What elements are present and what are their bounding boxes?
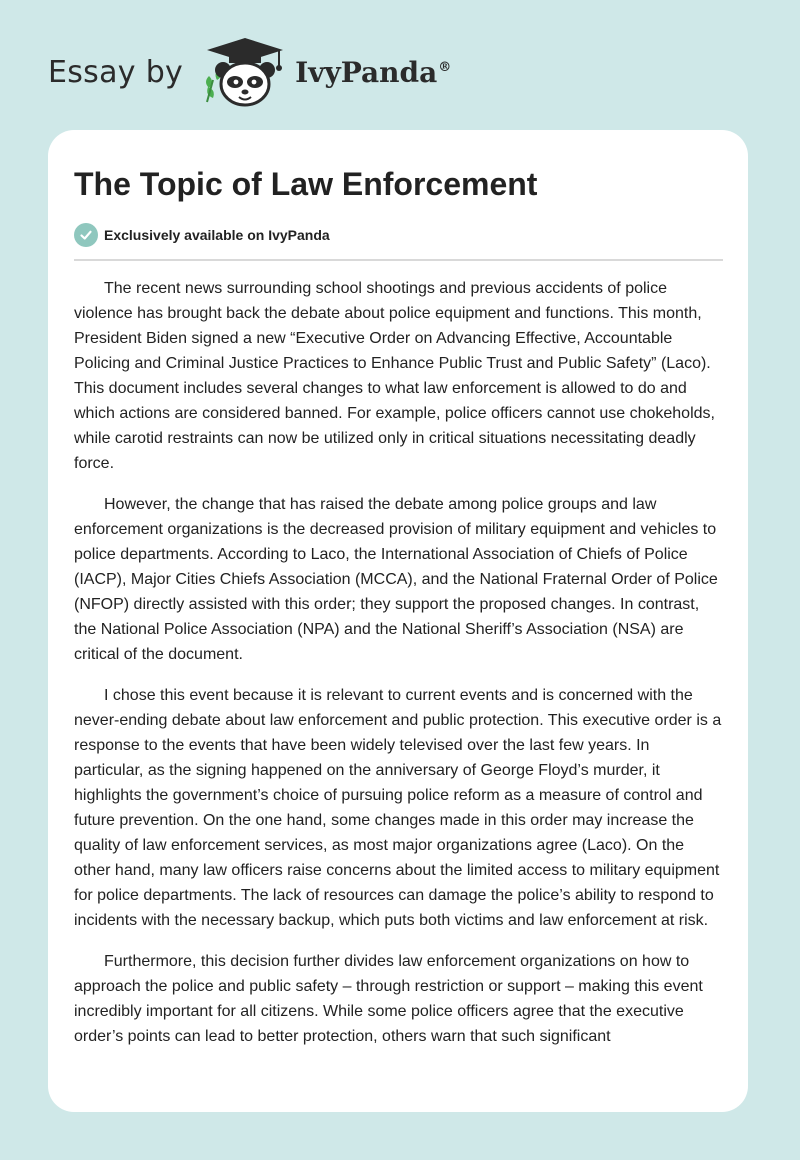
site-header-brand[interactable] [48, 36, 451, 108]
exclusive-badge [74, 222, 723, 248]
exclusive-badge-label: Exclusively available on IvyPanda [104, 227, 330, 243]
registered-mark: ® [438, 60, 452, 76]
essay-card [48, 130, 748, 1112]
essay-paragraph: However, the change that has raised the debate among police groups and law enforcement organizations is the decreased provision of military equipment and vehicles to police departments. According to Laco, the International Association of Chiefs of Police (IACP), Major Cities Chiefs Association (MCCA), and the National Fraternal Order of Police (NFOP) directly assisted with this order; they support the proposed changes. In contrast, the National Police Association (NPA) and the National Sheriff’s Association (NSA) are critical of the document. [74, 496, 718, 663]
essay-content [74, 164, 723, 1065]
essay-paragraph: Furthermore, this decision further divides law enforcement organizations on how to approach the police and public safety – through restriction or support – making this event incredibly important for all citizens. While some police officers agree that the executive order’s points can lead to better protection, others warn that such significant [74, 953, 703, 1045]
essay-title: The Topic of Law Enforcement [74, 166, 538, 202]
title-divider [74, 259, 723, 261]
essay-paragraph: The recent news surrounding school shootings and previous accidents of police violence has brought back the debate about police equipment and functions. This month, President Biden signed a new “Executive Order on Advancing Effective, Accountable Policing and Criminal Justice Practices to Enhance Public Trust and Public Safety” (Laco). This document includes several changes to what law enforcement is allowed to do and which actions are considered banned. For example, police officers cannot use chokeholds, while carotid restraints can now be utilized only in critical situations necessitating deadly force. [74, 280, 715, 472]
panda-logo-icon [199, 36, 291, 108]
essay-body [74, 276, 723, 1049]
check-circle-icon [74, 223, 98, 247]
brand-name: IvyPanda® [295, 55, 452, 89]
brand-prefix: Essay by [48, 54, 184, 90]
essay-paragraph: I chose this event because it is relevant to current events and is concerned with the never-ending debate about law enforcement and public protection. This executive order is a response to the events that have been widely televised over the last few years. In particular, as the signing happened on the anniversary of George Floyd’s murder, it highlights the government’s choice of pursuing police reform as a measure of control and future prevention. On the one hand, some changes made in this order may increase the quality of law enforcement services, as most major organizations agree (Laco). On the other hand, many law officers raise concerns about the limited access to military equipment for police departments. The lack of resources can damage the police’s ability to respond to incidents with the necessary backup, which puts both victims and law enforcement at risk. [74, 687, 722, 929]
